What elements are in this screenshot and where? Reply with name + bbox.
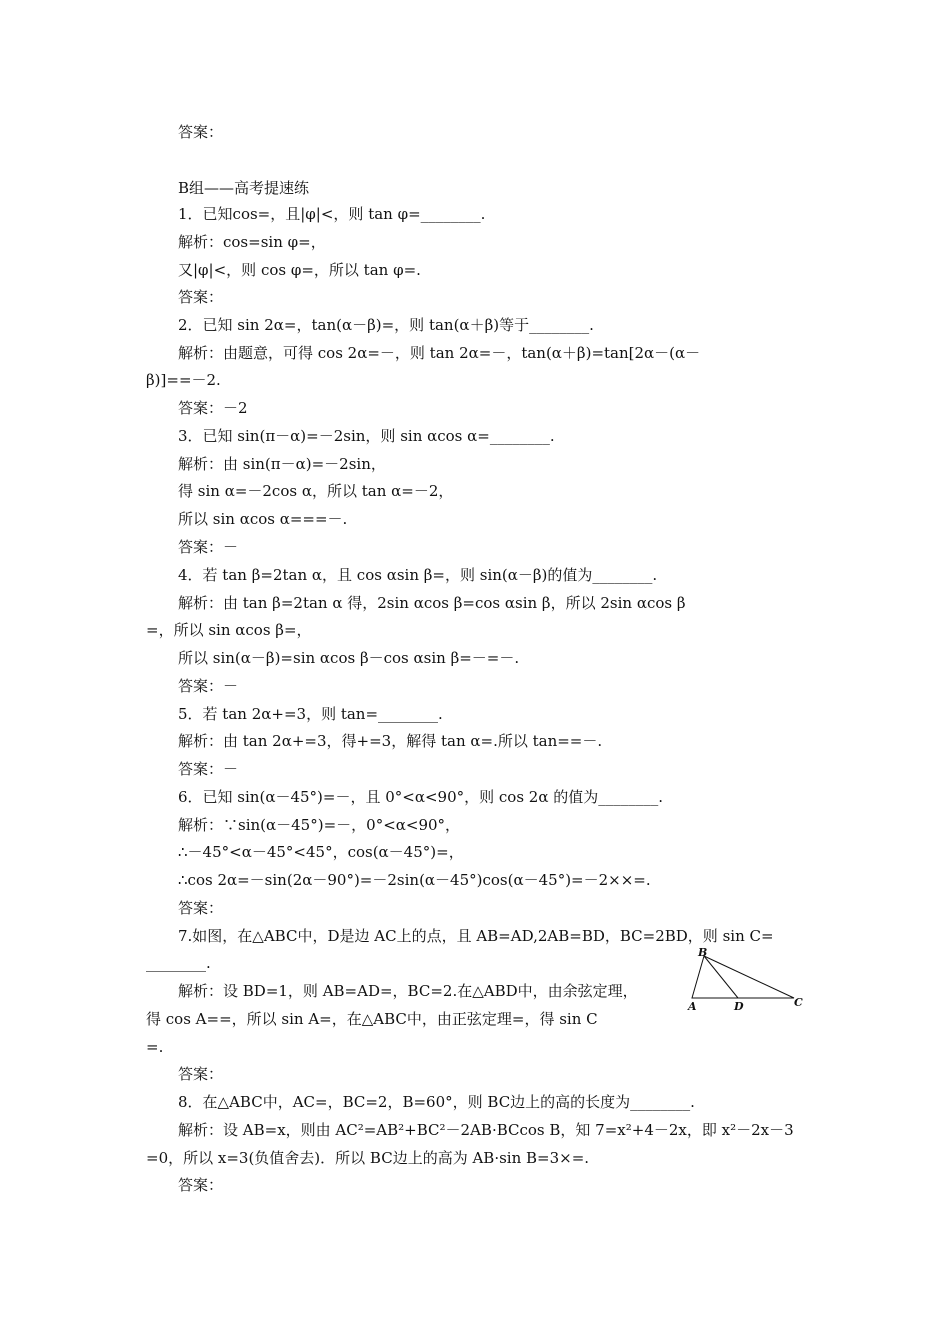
solution-line: 解析：设 AB=x，则由 AC²=AB²+BC²－2AB·BCcos B，知 7=x²+4－2x，即 x²－2x－3 [178, 1121, 794, 1139]
solution-line: 得 sin α=－2cos α，所以 tan α=－2， [178, 482, 454, 500]
solution-line: 得 cos A==，所以 sin A=，在△ABC中，由正弦定理=，得 sin C [146, 1010, 598, 1028]
problem-7: 7.如图，在△ABC中，D是边 AC上的点，且 AB=AD,2AB=BD，BC=2BD，则 sin C= [178, 927, 774, 945]
segment-bd [704, 956, 738, 998]
solution-line: ∴－45°<α－45°<45°，cos(α－45°)=， [178, 843, 464, 861]
answer-line: 答案：－ [178, 760, 239, 778]
label-b: B [698, 946, 708, 959]
solution-line: 所以 sin(α－β)=sin αcos β－cos αsin β=－=－. [178, 649, 520, 667]
solution-line: =，所以 sin αcos β=， [146, 621, 312, 639]
answer-line: 答案：－ [178, 538, 239, 556]
section-heading: B组——高考提速练 [178, 179, 310, 197]
answer-line: 答案：－2 [178, 399, 248, 417]
answer-line: 答案： [178, 288, 224, 306]
answer-line: 答案：－ [178, 677, 239, 695]
triangle-abc [692, 956, 794, 998]
solution-line: ∴cos 2α=－sin(2α－90°)=－2sin(α－45°)cos(α－45°)=－2××=. [178, 871, 651, 889]
label-a: A [688, 1000, 697, 1013]
solution-line: 解析：由 sin(π－α)=－2sin， [178, 455, 386, 473]
problem-2: 2．已知 sin 2α=，tan(α－β)=，则 tan(α＋β)等于________. [178, 316, 594, 334]
label-d: D [734, 1000, 744, 1013]
solution-line: 解析：由 tan β=2tan α 得，2sin αcos β=cos αsin β，所以 2sin αcos β [178, 594, 686, 612]
problem-3: 3．已知 sin(π－α)=－2sin，则 sin αcos α=________. [178, 427, 555, 445]
solution-line: =0，所以 x=3(负值舍去)．所以 BC边上的高为 AB·sin B=3×=. [146, 1149, 590, 1167]
solution-line: β)]==－2. [146, 371, 221, 389]
answer-line: 答案： [178, 899, 224, 917]
problem-4: 4．若 tan β=2tan α，且 cos αsin β=，则 sin(α－β)的值为________. [178, 566, 658, 584]
solution-line: 所以 sin αcos α===－. [178, 510, 348, 528]
solution-line: 解析：∵sin(α－45°)=－，0°<α<90°， [178, 816, 461, 834]
answer-line: 答案： [178, 1065, 224, 1083]
solution-line: 解析：cos=sin φ=， [178, 233, 326, 251]
label-c: C [794, 996, 803, 1009]
solution-line: 解析：由题意，可得 cos 2α=－，则 tan 2α=－，tan(α＋β)=tan[2α－(α－ [178, 344, 701, 362]
problem-6: 6．已知 sin(α－45°)=－，且 0°<α<90°，则 cos 2α 的值为________. [178, 788, 663, 806]
solution-line: =. [146, 1038, 164, 1056]
problem-8: 8．在△ABC中，AC=，BC=2，B=60°，则 BC边上的高的长度为________. [178, 1093, 695, 1111]
solution-line: 解析：由 tan 2α+=3，得+=3，解得 tan α=.所以 tan==－. [178, 732, 603, 750]
problem-1: 1．已知cos=，且|φ|<，则 tan φ=________. [178, 205, 486, 223]
problem-5: 5．若 tan 2α+=3，则 tan=________. [178, 705, 443, 723]
solution-line: 解析：设 BD=1，则 AB=AD=，BC=2.在△ABD中，由余弦定理， [178, 982, 638, 1000]
problem-7-blank: ________. [146, 954, 211, 972]
solution-line: 又|φ|<，则 cos φ=，所以 tan φ=. [178, 261, 421, 279]
triangle-figure [686, 946, 806, 1016]
answer-line: 答案： [178, 123, 224, 141]
answer-line: 答案： [178, 1176, 224, 1194]
